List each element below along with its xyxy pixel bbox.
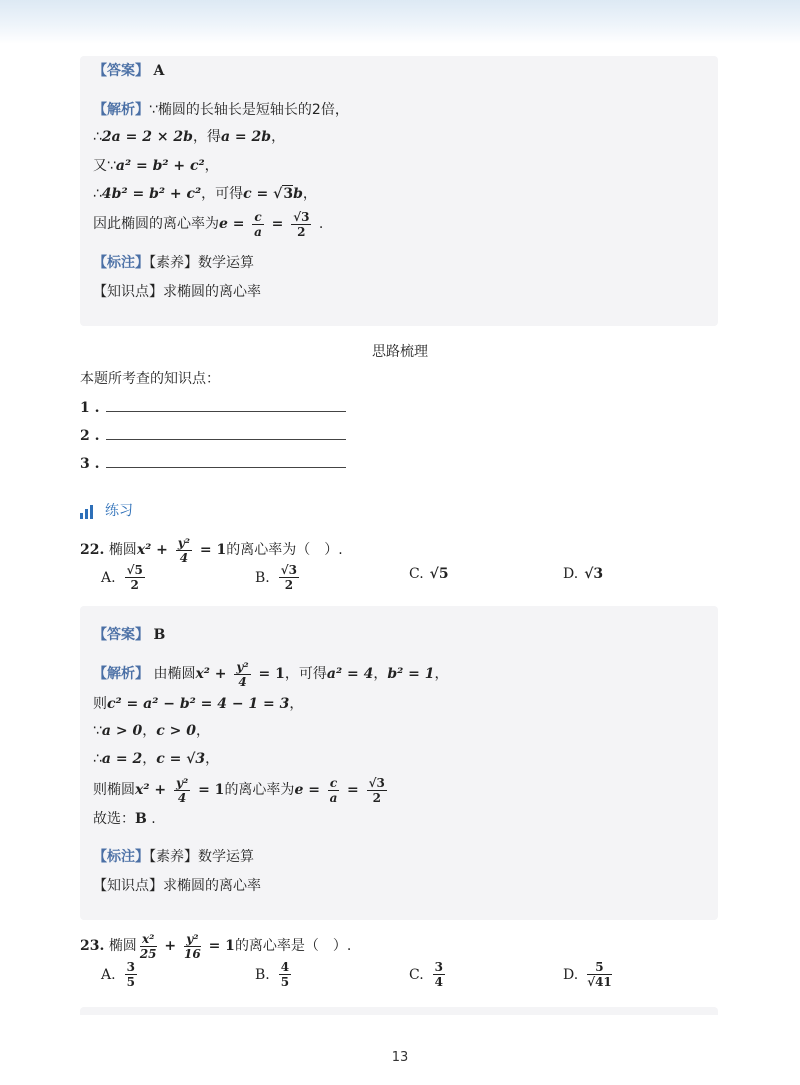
- option-b[interactable]: [255, 563, 302, 592]
- note-text: 【素养】数学运算: [149, 255, 254, 271]
- text: ∴: [93, 186, 102, 202]
- text: ，: [142, 723, 157, 739]
- numerator: 3: [434, 960, 444, 974]
- numerator: 3: [126, 960, 135, 974]
- bar-chart-icon: [80, 503, 95, 519]
- option-a[interactable]: [101, 563, 148, 592]
- fraction: [234, 660, 250, 689]
- math: b: [293, 186, 303, 202]
- blank-underline: [106, 399, 346, 412]
- math: a = 2b: [220, 129, 272, 145]
- math: c > 0: [156, 723, 196, 739]
- answer-tag: 【答案】: [93, 627, 149, 643]
- denominator: a: [329, 790, 338, 805]
- math: x² +: [195, 666, 232, 682]
- denominator: a: [254, 224, 262, 239]
- practice-header: [80, 500, 133, 520]
- option-label: A.: [101, 569, 116, 586]
- question-number: 23.: [80, 938, 105, 954]
- blank-index: 2 .: [80, 428, 100, 444]
- option-label: B.: [255, 966, 270, 983]
- text: .: [146, 811, 156, 827]
- numerator: y²: [175, 775, 189, 790]
- fraction: [176, 536, 192, 565]
- text: ∵: [93, 723, 102, 739]
- text: ，: [204, 158, 219, 174]
- option-b[interactable]: [255, 960, 294, 989]
- option-label: B.: [255, 569, 270, 586]
- solution-box-3: [80, 1007, 718, 1015]
- text: 则: [93, 696, 107, 712]
- text: ，: [289, 696, 304, 712]
- answer-line-1: [93, 61, 164, 81]
- fraction: [291, 210, 311, 239]
- blank-line-2[interactable]: [80, 426, 346, 446]
- denominator: 4: [434, 975, 444, 989]
- analysis2-line-4: [93, 749, 219, 769]
- denominator: √41: [587, 975, 612, 989]
- option-label: D.: [563, 966, 579, 983]
- text: 椭圆: [108, 938, 137, 954]
- numerator: c: [254, 209, 262, 224]
- fraction: [279, 960, 291, 989]
- denominator: 16: [184, 946, 201, 961]
- denominator: 2: [130, 578, 139, 592]
- option-label: C.: [409, 566, 424, 582]
- analysis-tag: 【解析】: [93, 666, 149, 682]
- question-22: [80, 534, 343, 566]
- text: ，: [271, 129, 286, 145]
- math: c² = a² − b² = 4 − 1 = 3: [107, 696, 290, 712]
- math: 2a = 2 × 2b: [101, 129, 193, 145]
- answer-value: A: [153, 63, 165, 79]
- analysis-line-3: [93, 156, 219, 176]
- denominator: 2: [372, 790, 381, 805]
- math: 3: [283, 186, 294, 202]
- text: .: [314, 216, 324, 232]
- denominator: 25: [139, 946, 157, 961]
- text: ，: [373, 666, 388, 682]
- math: a² = b² + c²: [115, 158, 205, 174]
- numerator: y²: [177, 535, 191, 550]
- option-d[interactable]: [563, 566, 603, 582]
- denominator: 4: [177, 790, 187, 805]
- text: ∴: [93, 751, 102, 767]
- text: 又∵: [93, 158, 116, 174]
- analysis-line-4: ∴4b² = b² + c²，可得c = √3b，: [93, 186, 317, 202]
- blank-index: 1 .: [80, 400, 100, 416]
- numerator: c: [329, 775, 338, 790]
- blank-line-1[interactable]: [80, 398, 346, 418]
- denominator: 4: [179, 550, 189, 565]
- math: e =: [219, 216, 250, 232]
- text: ，: [302, 186, 317, 202]
- question-23: [80, 930, 351, 962]
- text: ∴: [93, 129, 102, 145]
- text: 的离心率为（ ）.: [226, 542, 343, 558]
- fraction: [125, 563, 145, 592]
- note-text: 【素养】数学运算: [149, 849, 254, 865]
- analysis2-line-2: [93, 694, 303, 714]
- text: ，可得: [201, 186, 244, 202]
- text: ，得: [192, 129, 221, 145]
- note-line-1: [93, 253, 254, 273]
- blank-underline: [106, 455, 346, 468]
- numerator: y²: [184, 932, 201, 947]
- option-c[interactable]: [409, 960, 448, 989]
- text: 的离心率是（ ）.: [234, 938, 352, 954]
- analysis-line-5: [93, 208, 323, 240]
- option-label: D.: [563, 566, 579, 582]
- fraction: [587, 960, 612, 989]
- numerator: √3: [280, 563, 297, 577]
- text: ，: [205, 751, 220, 767]
- option-value: √3: [584, 566, 604, 582]
- practice-label: 练习: [105, 503, 133, 519]
- denominator: 4: [238, 674, 247, 689]
- option-value: √5: [429, 566, 449, 582]
- note-line-2: [93, 847, 254, 867]
- numerator: x²: [140, 932, 157, 947]
- option-label: A.: [101, 966, 116, 983]
- section-title: 思路梳理: [372, 344, 428, 360]
- math: a > 0: [101, 723, 143, 739]
- math: x² +: [136, 542, 173, 558]
- fraction: [279, 563, 299, 592]
- denominator: 5: [280, 975, 290, 989]
- fraction: [140, 932, 157, 961]
- note-tag: 【标注】: [93, 255, 149, 271]
- fraction: [433, 960, 445, 989]
- math: x² +: [135, 782, 171, 798]
- fraction: [125, 960, 137, 989]
- math: a² = 4: [326, 666, 374, 682]
- math: a = 2: [101, 751, 143, 767]
- numerator: 4: [280, 960, 290, 974]
- page-number: 13: [391, 1050, 409, 1065]
- denominator: 5: [126, 975, 135, 989]
- knowledge-text: 【知识点】求椭圆的离心率: [93, 878, 261, 894]
- blank-underline: [106, 427, 346, 440]
- math: c =: [243, 186, 274, 202]
- knowledge-point-2: [93, 876, 261, 896]
- blank-index: 3 .: [80, 456, 100, 472]
- knowledge-text: 【知识点】求椭圆的离心率: [93, 284, 261, 300]
- analysis-tag: 【解析】: [93, 102, 149, 118]
- numerator: y²: [236, 659, 249, 674]
- analysis-line-1: [93, 100, 349, 120]
- analysis2-line-6: [93, 809, 156, 829]
- text: 椭圆: [108, 542, 137, 558]
- blank-line-3[interactable]: [80, 454, 346, 474]
- math: = 1: [195, 542, 227, 558]
- text: ，: [434, 666, 449, 682]
- text: 由椭圆: [153, 666, 196, 682]
- math: e =: [294, 782, 325, 798]
- fraction: [184, 932, 201, 961]
- text: 则椭圆: [93, 782, 135, 798]
- math: = 1: [203, 938, 235, 954]
- thinking-intro: 本题所考查的知识点：: [80, 371, 220, 387]
- fraction: [328, 776, 339, 805]
- fraction: [174, 776, 190, 805]
- text: 因此椭圆的离心率为: [93, 216, 219, 232]
- note-tag: 【标注】: [93, 849, 149, 865]
- header-band: [0, 0, 800, 44]
- math: = 1: [253, 666, 285, 682]
- answer-line-2: [93, 625, 165, 645]
- math: = 1: [193, 782, 225, 798]
- math: =: [266, 216, 289, 232]
- numerator: √3: [293, 209, 310, 224]
- text: 故选：: [93, 811, 135, 827]
- option-a[interactable]: [101, 960, 140, 989]
- fraction: [367, 776, 387, 805]
- denominator: 2: [284, 578, 294, 592]
- answer-choice: B: [135, 811, 147, 827]
- numerator: √3: [368, 775, 385, 790]
- question-number: 22.: [80, 542, 105, 558]
- knowledge-point-1: [93, 282, 261, 302]
- math: 4b² = b² + c²: [101, 186, 202, 202]
- analysis2-line-5: [93, 774, 390, 806]
- answer-tag: 【答案】: [93, 63, 149, 79]
- numerator: √5: [126, 563, 143, 577]
- text: ，: [195, 723, 210, 739]
- option-label: C.: [409, 966, 424, 983]
- denominator: 2: [297, 224, 306, 239]
- math: =: [342, 782, 364, 798]
- math: c = √3: [156, 751, 206, 767]
- analysis2-line-3: [93, 721, 210, 741]
- analysis2-line-1: [93, 658, 448, 690]
- numerator: 5: [587, 960, 612, 975]
- text: ，: [142, 751, 157, 767]
- answer-value: B: [153, 627, 166, 643]
- option-d[interactable]: [563, 960, 615, 989]
- text: ，可得: [284, 666, 327, 682]
- analysis-line-2: [93, 127, 285, 147]
- math: +: [159, 938, 181, 954]
- analysis-text: ∵椭圆的长轴长是短轴长的2倍，: [149, 102, 349, 118]
- fraction: [252, 210, 263, 239]
- math: b² = 1: [387, 666, 435, 682]
- text: 的离心率为: [224, 782, 295, 798]
- option-c[interactable]: [409, 566, 449, 582]
